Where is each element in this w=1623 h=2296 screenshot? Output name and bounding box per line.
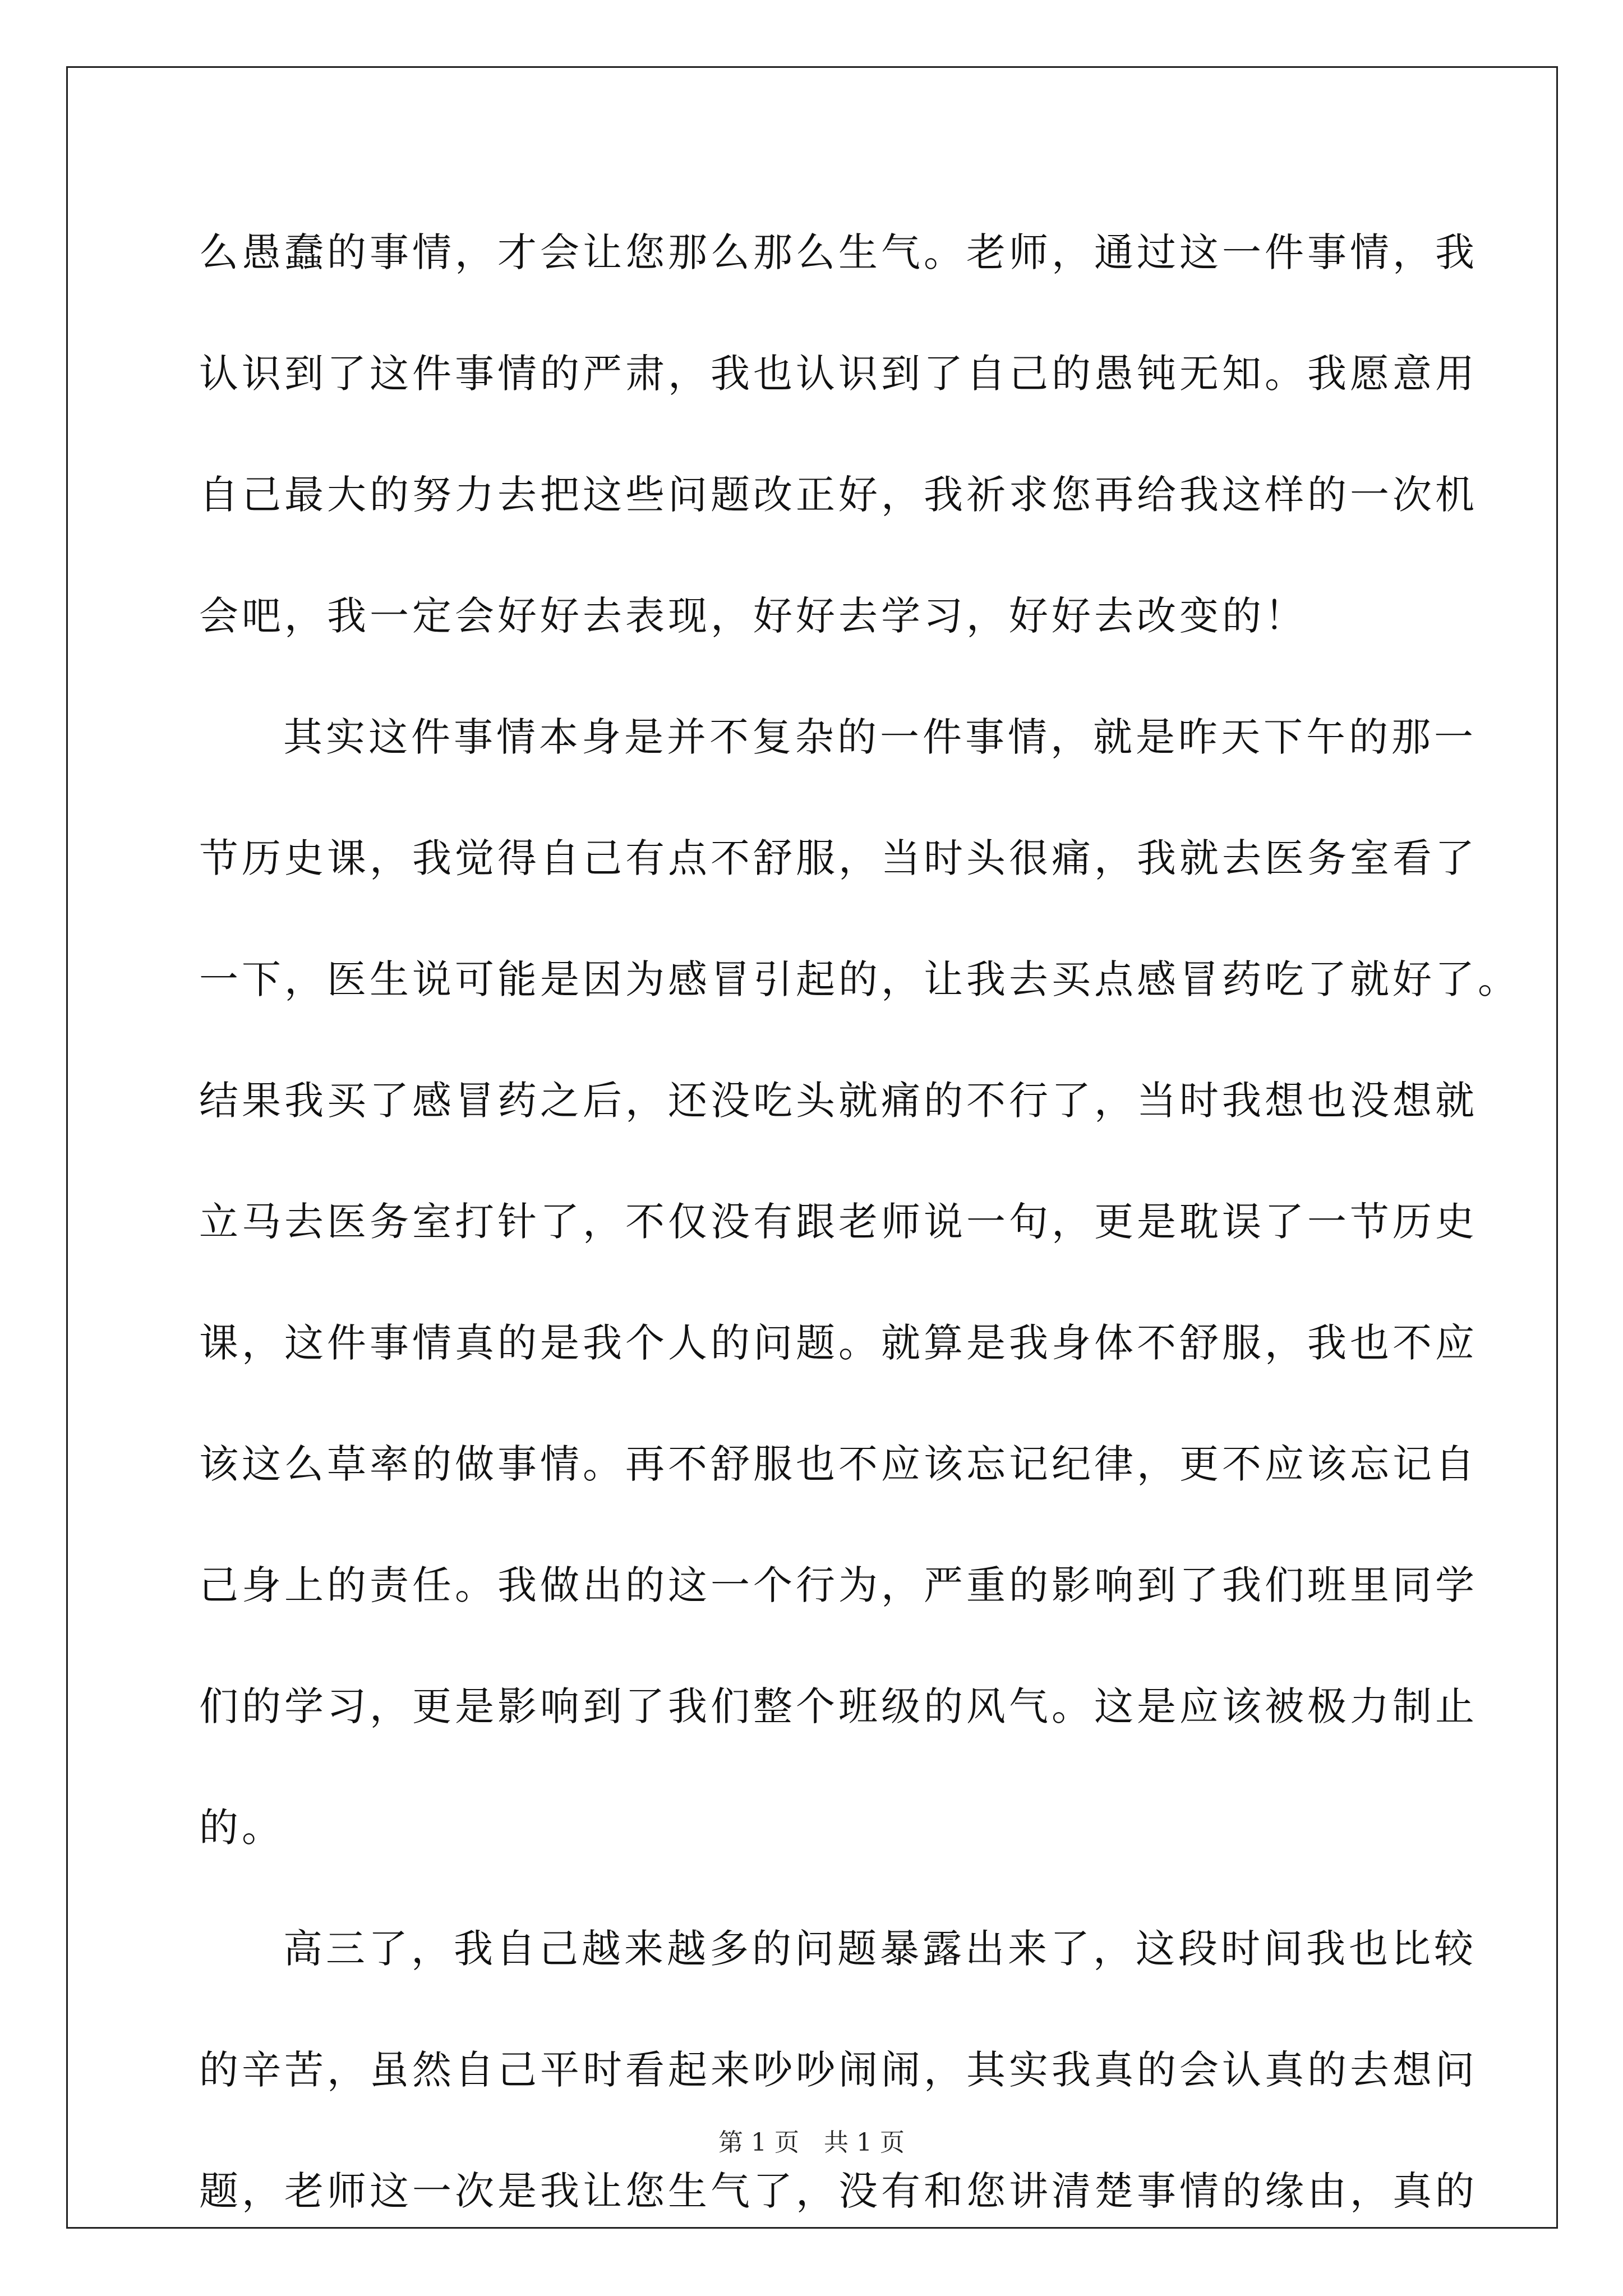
text-line: 自己最大的努力去把这些问题改正好，我祈求您再给我这样的一次机	[199, 472, 1478, 518]
text-line: 节历史课，我觉得自己有点不舒服，当时头很痛，我就去医务室看了	[199, 835, 1478, 881]
paragraph-start-line: 高三了，我自己越来越多的问题暴露出来了，这段时间我也比较	[283, 1926, 1477, 1972]
text-line: 题，老师这一次是我让您生气了，没有和您讲清楚事情的缘由，真的	[199, 2168, 1478, 2214]
text-line: 们的学习，更是影响到了我们整个班级的风气。这是应该被极力制止	[199, 1683, 1478, 1729]
page-number-footer: 第 1 页 共 1 页	[718, 2128, 905, 2157]
document-body	[199, 219, 1520, 2279]
text-line: 一下，医生说可能是因为感冒引起的，让我去买点感冒药吃了就好了。	[199, 956, 1520, 1002]
text-line: 立马去医务室打针了，不仅没有跟老师说一句，更是耽误了一节历史	[199, 1199, 1478, 1245]
text-line: 么愚蠢的事情，才会让您那么那么生气。老师，通过这一件事情，我	[199, 229, 1478, 275]
text-line: 会吧，我一定会好好去表现，好好去学习，好好去改变的！	[199, 593, 1307, 639]
text-line: 己身上的责任。我做出的这一个行为，严重的影响到了我们班里同学	[199, 1562, 1478, 1608]
paragraph-start-line: 其实这件事情本身是并不复杂的一件事情，就是昨天下午的那一	[283, 714, 1477, 760]
text-line: 的。	[199, 1805, 284, 1851]
text-line: 该这么草率的做事情。再不舒服也不应该忘记纪律，更不应该忘记自	[199, 1441, 1478, 1487]
text-line: 的辛苦，虽然自己平时看起来吵吵闹闹，其实我真的会认真的去想问	[199, 2047, 1478, 2093]
text-line: 课，这件事情真的是我个人的问题。就算是我身体不舒服，我也不应	[199, 1320, 1478, 1366]
text-line: 认识到了这件事情的严肃，我也认识到了自己的愚钝无知。我愿意用	[199, 351, 1478, 397]
text-line: 结果我买了感冒药之后，还没吃头就痛的不行了，当时我想也没想就	[199, 1078, 1478, 1124]
